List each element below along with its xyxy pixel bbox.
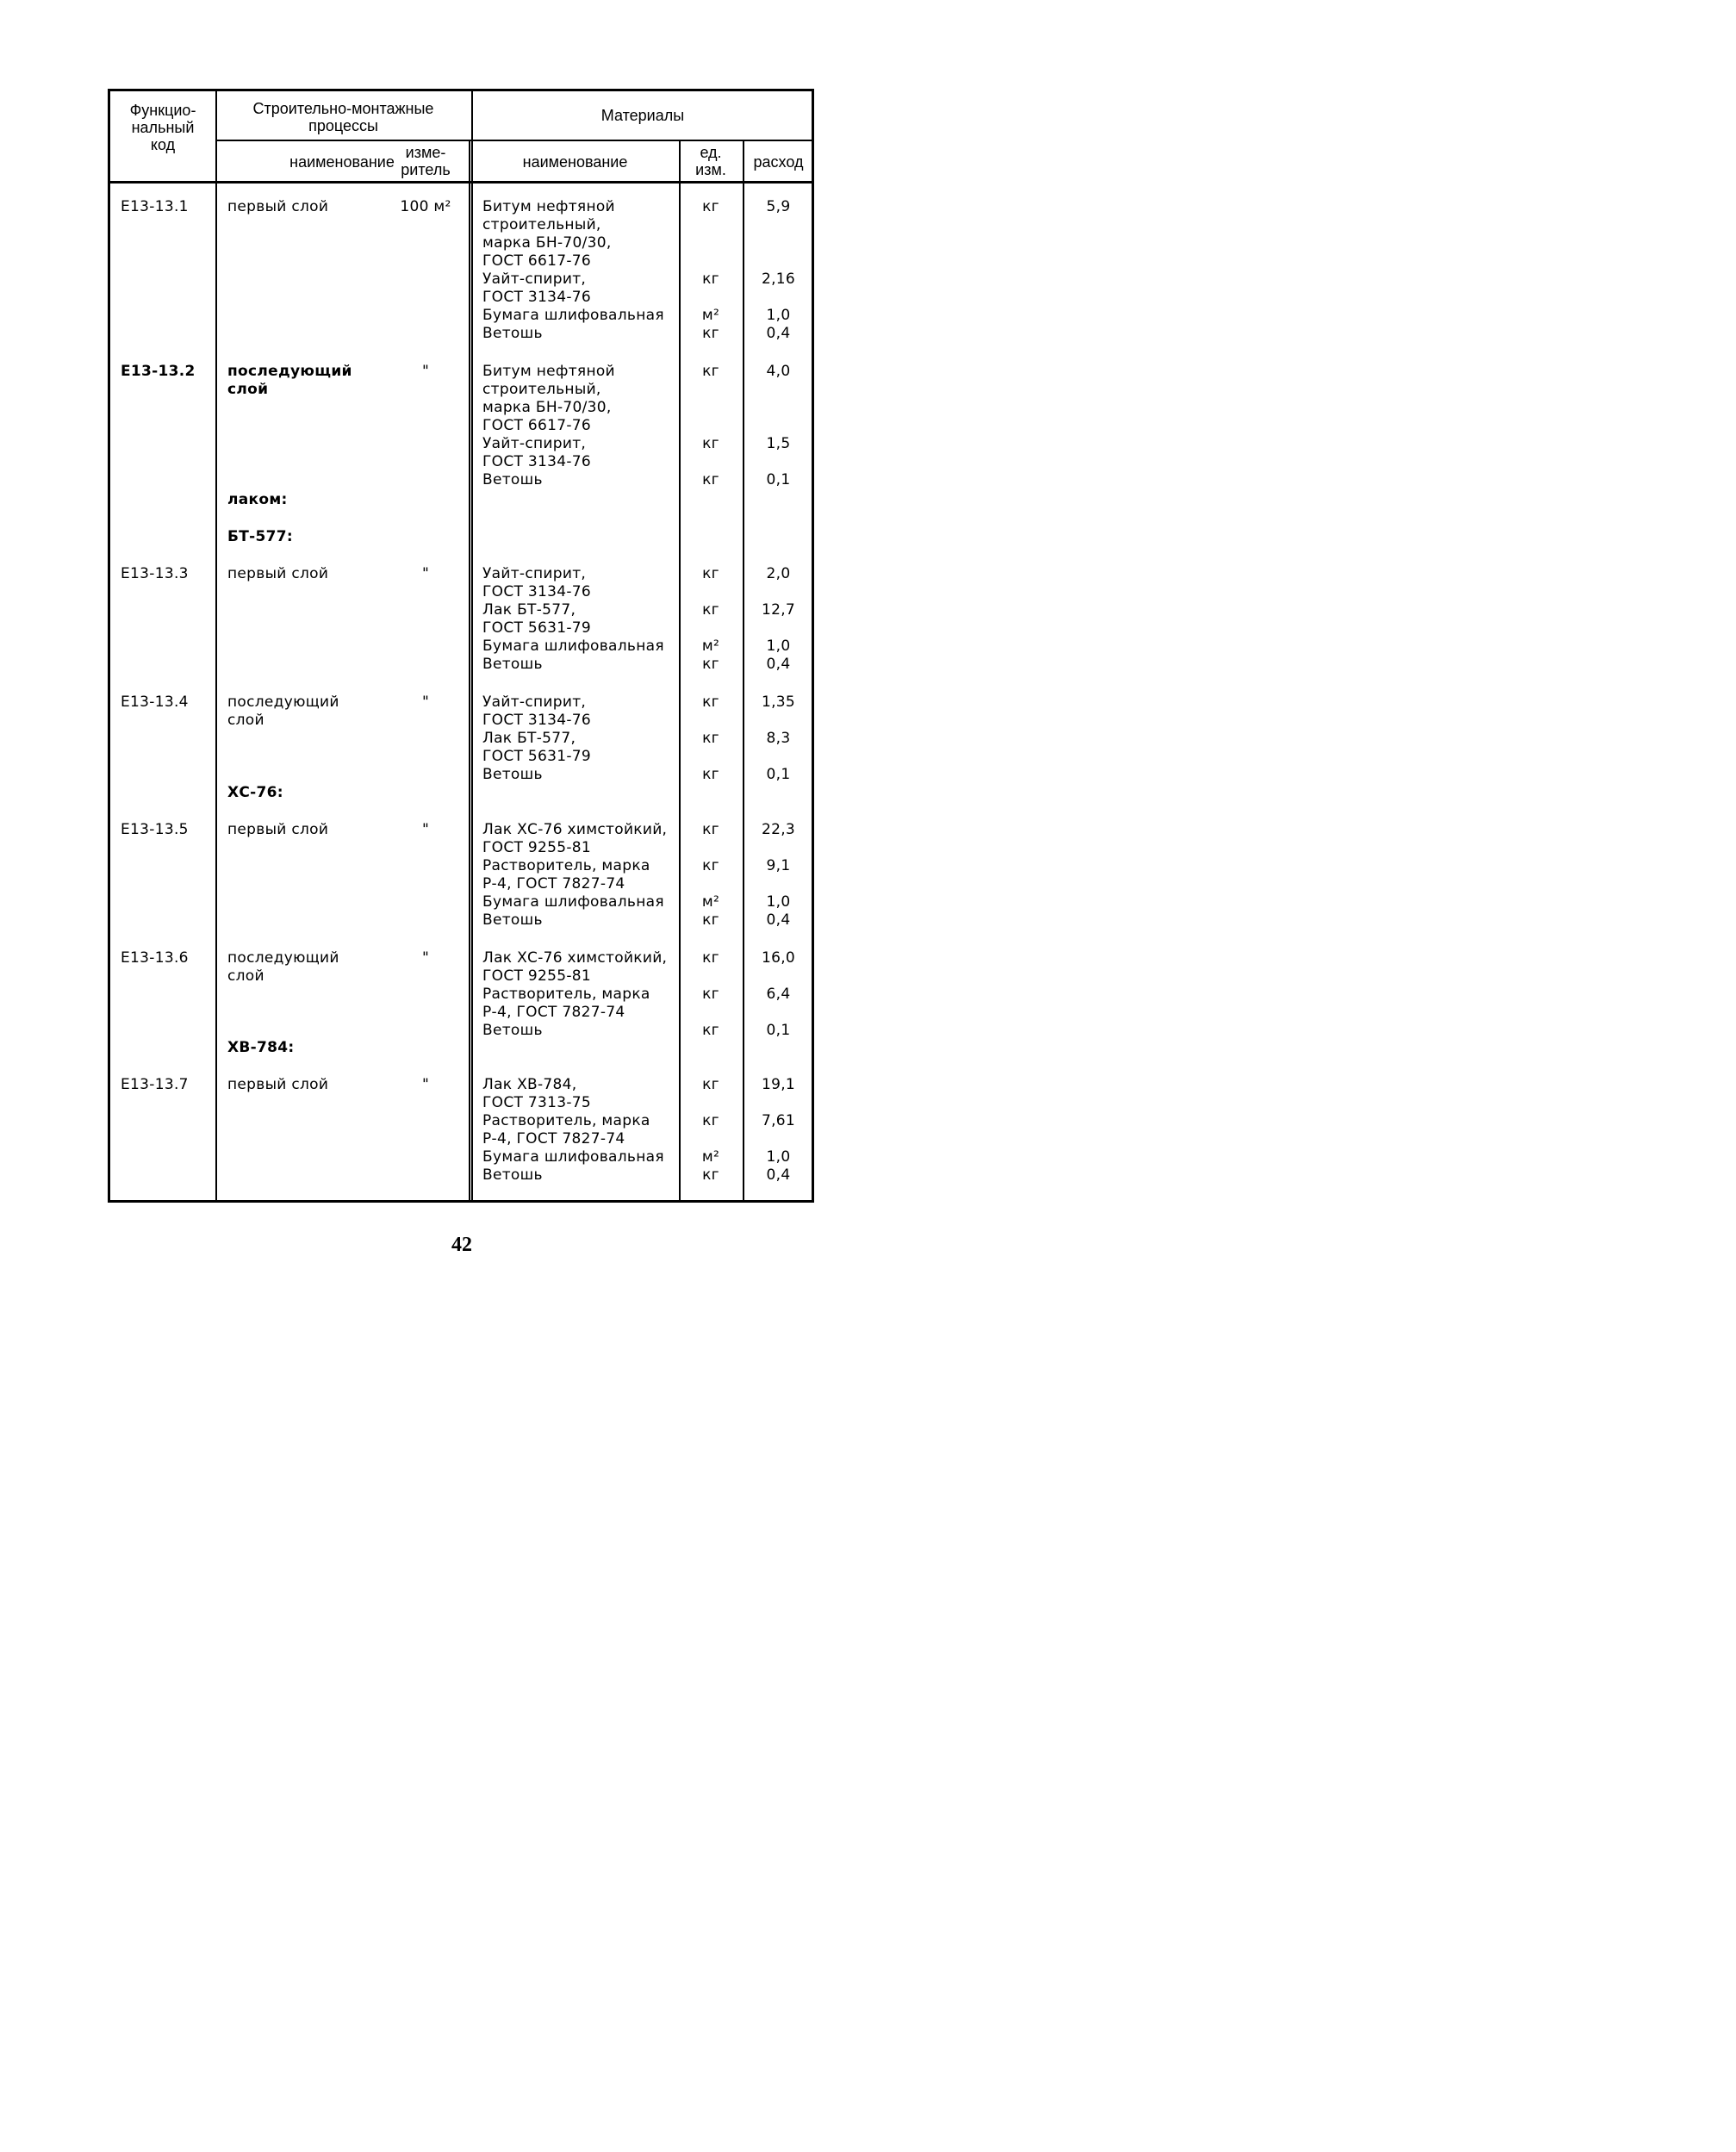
header-divider: [215, 140, 812, 141]
section-heading: БТ-577:: [227, 528, 293, 545]
row-measure: ": [421, 363, 430, 380]
header-process-name: наименование: [289, 153, 395, 171]
row-measure: ": [421, 821, 430, 838]
row-measure: ": [421, 693, 430, 711]
col-divider: [469, 140, 470, 1200]
header-processes: Строительно-монтажные процессы: [252, 100, 434, 134]
row-units: кг кг кг: [702, 363, 719, 488]
row-quantities: 16,0 6,4 0,1: [761, 949, 796, 1039]
row-materials: Битум нефтяной строительный, марка БН-70/30, ГОСТ 6617-76 Уайт-спирит, ГОСТ 3134-76 Ветошь: [482, 363, 615, 488]
row-units: кг кг м² кг: [701, 198, 720, 342]
row-code: Е13-13.3: [121, 565, 189, 582]
col-divider: [215, 91, 217, 1200]
materials-table: [108, 89, 814, 1203]
row-units: кг кг кг: [702, 693, 719, 783]
row-materials: Уайт-спирит, ГОСТ 3134-76 Лак БТ-577, ГОСТ 5631-79 Ветошь: [482, 693, 592, 783]
row-process: последующий слой: [227, 949, 339, 985]
page-number: 42: [451, 1234, 472, 1256]
row-materials: Лак ХВ-784, ГОСТ 7313-75 Растворитель, марка Р-4, ГОСТ 7827-74 Бумага шлифовальная Ветошь: [482, 1076, 664, 1184]
header-func-code: Функцио- нальный код: [129, 102, 196, 153]
row-code: Е13-13.6: [121, 949, 189, 967]
row-measure: 100 м²: [400, 198, 451, 215]
header-unit: ед. изм.: [695, 144, 726, 178]
header-materials: Материалы: [600, 107, 685, 124]
row-code: Е13-13.7: [121, 1076, 189, 1093]
section-heading: лаком:: [227, 491, 288, 508]
document-page: [0, 0, 1097, 1359]
row-process: первый слой: [227, 198, 329, 215]
row-measure: ": [421, 949, 430, 967]
header-material-name: наименование: [522, 153, 628, 171]
row-quantities: 4,0 1,5 0,1: [766, 363, 791, 488]
row-quantities: 2,0 12,7 1,0 0,4: [761, 565, 796, 673]
row-process: последующий слой: [227, 363, 352, 398]
row-materials: Лак ХС-76 химстойкий, ГОСТ 9255-81 Растворитель, марка Р-4, ГОСТ 7827-74 Бумага шлифовальная Ветошь: [482, 821, 668, 929]
header-consumption: расход: [753, 153, 804, 171]
row-code: Е13-13.5: [121, 821, 189, 838]
col-divider: [471, 91, 473, 1200]
row-materials: Уайт-спирит, ГОСТ 3134-76 Лак БТ-577, ГОСТ 5631-79 Бумага шлифовальная Ветошь: [482, 565, 664, 673]
header-measure: изме- ритель: [401, 144, 451, 178]
row-quantities: 5,9 2,16 1,0 0,4: [761, 198, 796, 342]
row-quantities: 19,1 7,61 1,0 0,4: [761, 1076, 796, 1184]
row-process: последующий слой: [227, 693, 339, 729]
row-code: Е13-13.1: [121, 198, 189, 215]
row-units: кг кг м² кг: [701, 565, 720, 673]
row-code: Е13-13.4: [121, 693, 189, 711]
row-process: первый слой: [227, 821, 329, 838]
row-quantities: 1,35 8,3 0,1: [761, 693, 796, 783]
row-measure: ": [421, 565, 430, 582]
row-quantities: 22,3 9,1 1,0 0,4: [761, 821, 796, 929]
header-bottom-border: [110, 181, 812, 183]
section-heading: ХС-76:: [227, 784, 283, 801]
row-materials: Битум нефтяной строительный, марка БН-70/30, ГОСТ 6617-76 Уайт-спирит, ГОСТ 3134-76 Бумага шлифовальная Ветошь: [482, 198, 664, 342]
row-measure: ": [421, 1076, 430, 1093]
row-materials: Лак ХС-76 химстойкий, ГОСТ 9255-81 Растворитель, марка Р-4, ГОСТ 7827-74 Ветошь: [482, 949, 668, 1039]
row-units: кг кг м² кг: [701, 821, 720, 929]
row-process: первый слой: [227, 1076, 329, 1093]
row-units: кг кг кг: [702, 949, 719, 1039]
row-units: кг кг м² кг: [701, 1076, 720, 1184]
row-process: первый слой: [227, 565, 329, 582]
section-heading: ХВ-784:: [227, 1039, 295, 1056]
row-code: Е13-13.2: [121, 363, 196, 380]
